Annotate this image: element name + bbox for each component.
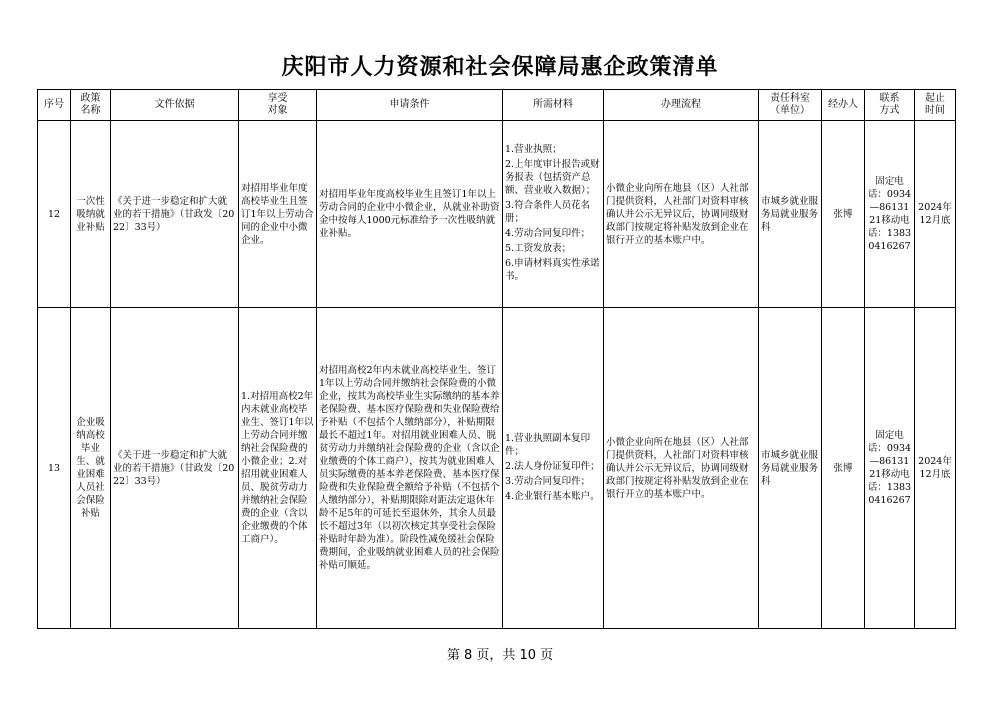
cell-handler: 张博 — [822, 121, 865, 308]
policy-table — [37, 89, 956, 629]
header-process: 办理流程 — [604, 90, 759, 121]
table-header-row — [38, 90, 956, 121]
cell-materials — [503, 121, 604, 308]
header-dept-text: 责任科室 （单位） — [770, 93, 810, 116]
header-conditions: 申请条件 — [317, 90, 503, 121]
page-title: 庆阳市人力资源和社会保障局惠企政策清单 — [281, 54, 719, 80]
cell-dept: 市城乡就业服务局就业服务科 — [759, 308, 822, 629]
list-item: 3.符合条件人员花名册； — [505, 200, 591, 224]
header-contact-text: 联系 方式 — [879, 93, 900, 116]
cell-process: 小微企业向所在地县（区）人社部门提供资料，人社部门对资料审核确认并公示无异议后，协调同级财政部门按规定将补贴发放到企业在银行开立的基本账户中。 — [604, 121, 759, 308]
list-item: 4.劳动合同复印件； — [505, 228, 591, 239]
header-policy-name-text: 政策 名称 — [80, 93, 101, 116]
cell-seq: 12 — [38, 121, 71, 308]
cell-target: 1.对招用高校2年内未就业高校毕业生、签订1年以上劳动合同并缴纳社会保险费的小微企业；2.对招用就业困难人员、脱贫劳动力并缴纳社会保险费的企业（含以企业缴费的个体工商户）。 — [239, 308, 317, 629]
cell-policy-name: 一次性吸纳就业补贴 — [71, 121, 111, 308]
list-item: 2.法人身份证复印件； — [505, 460, 600, 472]
cell-process: 小微企业向所在地县（区）人社部门提供资料，人社部门对资料审核确认并公示无异议后，协调同级财政部门按规定将补贴发放到企业在银行开立的基本账户中。 — [604, 308, 759, 629]
materials-list — [505, 432, 601, 503]
header-seq: 序号 — [38, 90, 71, 121]
cell-handler: 张博 — [822, 308, 865, 629]
list-item: 5.工资发放表； — [505, 243, 572, 254]
header-dept — [759, 90, 822, 121]
cell-materials — [503, 308, 604, 629]
cell-deadline: 2024年12月底 — [915, 308, 956, 629]
cell-policy-name: 企业吸纳高校毕业生、就业困难人员社会保险补贴 — [71, 308, 111, 629]
cell-basis: 《关于进一步稳定和扩大就业的若干措施》（甘政发〔2022〕33号） — [111, 121, 239, 308]
cell-deadline: 2024年12月底 — [915, 121, 956, 308]
header-handler: 经办人 — [822, 90, 865, 121]
header-basis: 文件依据 — [111, 90, 239, 121]
list-item: 6.申请材料真实性承诺书。 — [505, 258, 600, 282]
cell-target: 对招用毕业年度高校毕业生且签订1年以上劳动合同的企业中小微企业。 — [239, 121, 317, 308]
header-contact — [865, 90, 915, 121]
list-item: 1.营业执照； — [505, 144, 562, 155]
list-item: 2.上年度审计报告或财务报表（包括资产总额、营业收入数据）； — [505, 159, 600, 196]
materials-list — [505, 143, 601, 283]
cell-basis: 《关于进一步稳定和扩大就业的若干措施》（甘政发〔2022〕33号） — [111, 308, 239, 629]
header-materials: 所需材料 — [503, 90, 604, 121]
list-item: 1.营业执照副本复印件； — [505, 432, 591, 457]
table-row — [38, 121, 956, 308]
cell-contact: 固定电话：0934—8613121移动电话：13830416267 — [865, 121, 915, 308]
cell-contact: 固定电话：0934—8613121移动电话：13830416267 — [865, 308, 915, 629]
cell-conditions: 对招用毕业年度高校毕业生且签订1年以上劳动合同的企业中小微企业，从就业补助资金中按每人1000元标准给予一次性吸纳就业补贴。 — [317, 121, 503, 308]
page-footer: 第 8 页，共 10 页 — [446, 648, 554, 663]
cell-seq: 13 — [38, 308, 71, 629]
header-deadline-text: 起止 时间 — [925, 93, 945, 116]
header-target — [239, 90, 317, 121]
list-item: 3.劳动合同复印件； — [505, 475, 591, 487]
header-target-text: 享受 对象 — [267, 93, 288, 116]
table-row — [38, 308, 956, 629]
cell-dept: 市城乡就业服务局就业服务科 — [759, 121, 822, 308]
header-deadline — [915, 90, 956, 121]
cell-conditions: 对招用高校2年内未就业高校毕业生、签订1年以上劳动合同并缴纳社会保险费的小微企业，按其为高校毕业生实际缴纳的基本养老保险费、基本医疗保险费和失业保险费给予补贴（不包括个人缴纳部分），补贴期限最长不超过1年。对招用就业困难人员、脱贫劳动力并缴纳社会保险费的企业（含以企业缴费的个体工商户），按其为就业困难人员实际缴费的基本养老保险费、基本医疗保险费和失业保险费全额给予补贴（不包括个人缴纳部分），补贴期限除对距法定退休年龄不足5年的可延长至退休外，其余人员最长不超过3年（以初次核定其享受社会保险补贴时年龄为准）。阶段性减免缓社会保险费期间，企业吸纳就业困难人员的社会保险补贴可顺延。 — [317, 308, 503, 629]
header-policy-name — [71, 90, 111, 121]
list-item: 4.企业银行基本账户。 — [505, 490, 600, 502]
